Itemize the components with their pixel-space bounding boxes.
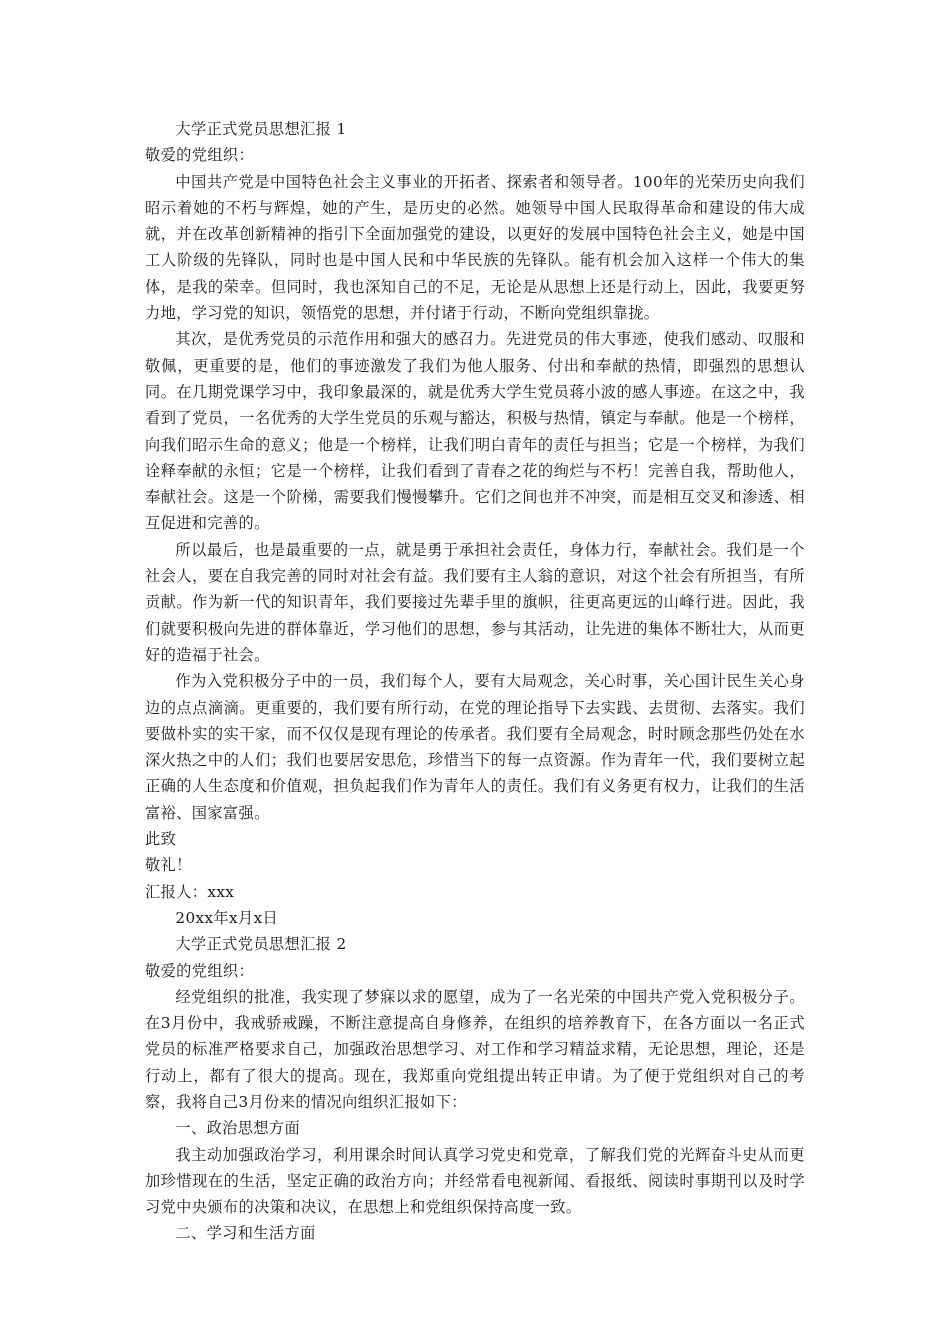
report-1-salutation: 敬爱的党组织： bbox=[145, 146, 255, 165]
report-2-section-text: 我主动加强政治学习，利用课余时间认真学习党史和党章，了解我们党的光辉奋斗史从而更加珍惜现在的生活，坚定正确的政治方向；并经常看电视新闻、看报纸、阅读时事期刊以及时学习党中央颁布的决策和决议，在思想上和党组织保持高度一致。 bbox=[145, 1145, 805, 1217]
document-page bbox=[145, 116, 805, 1247]
report-1-date: 20xx年x月x日 bbox=[175, 908, 279, 927]
report-1-paragraph: 作为入党积极分子中的一员，我们每个人，要有大局观念，关心时事，关心国计民生关心身边的点点滴滴。更重要的，我们要有所行动，在党的理论指导下去实践、去贯彻、去落实。我们要做朴实的实干家，而不仅仅是现有理论的传承者。我们要有全局观念，时时顾念那些仍处在水深火热之中的人们；我们也要居安思危，珍惜当下的每一点资源。作为青年一代，我们要树立起正确的人生态度和价值观，担负起我们作为青年人的责任。我们有义务更有权力，让我们的生活富裕、国家富强。 bbox=[145, 672, 805, 822]
report-2-paragraph: 经党组织的批准，我实现了梦寐以求的愿望，成为了一名光荣的中国共产党入党积极分子。在3月份中，我戒骄戒躁，不断注意提高自身修养，在组织的培养教育下，在各方面以一名正式党员的标准严格要求自己，加强政治思想学习、对工作和学习精益求精，无论思想，理论，还是行动上，都有了很大的提高。现在，我郑重向党组提出转正申请。为了便于党组织对自己的考察，我将自己3月份来的情况向组织汇报如下： bbox=[145, 987, 805, 1111]
report-1-regards: 敬礼！ bbox=[145, 856, 192, 875]
report-1-paragraph: 其次，是优秀党员的示范作用和强大的感召力。先进党员的伟大事迹，使我们感动、叹服和敬佩，更重要的是，他们的事迹激发了我们为他人服务、付出和奉献的热情，即强烈的思想认同。在几期党课学习中，我印象最深的，就是优秀大学生党员蒋小波的感人事迹。在这之中，我看到了党员，一名优秀的大学生党员的乐观与豁达，积极与热情，镇定与奉献。他是一个榜样，向我们昭示生命的意义；他是一个榜样，让我们明白青年的责任与担当；它是一个榜样，为我们诠释奉献的永恒；它是一个榜样，让我们看到了青春之花的绚烂与不朽！完善自我，帮助他人，奉献社会。这是一个阶梯，需要我们慢慢攀升。它们之间也并不冲突，而是相互交叉和渗透、相互促进和完善的。 bbox=[145, 330, 805, 533]
report-2-salutation: 敬爱的党组织： bbox=[145, 961, 255, 980]
report-1-closing: 此致 bbox=[145, 830, 177, 849]
report-1-reporter: 汇报人：xxx bbox=[145, 882, 235, 901]
report-1-paragraph: 所以最后，也是最重要的一点，就是勇于承担社会责任，身体力行，奉献社会。我们是一个社会人，要在自我完善的同时对社会有益。我们要有主人翁的意识，对这个社会有所担当，有所贡献。作为新一代的知识青年，我们要接过先辈手里的旗帜，往更高更远的山峰行进。因此，我们就要积极向先进的群体靠近，学习他们的思想，参与其活动，让先进的集体不断壮大，从而更好的造福于社会。 bbox=[145, 540, 805, 664]
report-2-section-heading: 二、学习和生活方面 bbox=[175, 1224, 316, 1243]
report-1-paragraph: 中国共产党是中国特色社会主义事业的开拓者、探索者和领导者。100年的光荣历史向我们昭示着她的不朽与辉煌，她的产生，是历史的必然。她领导中国人民取得革命和建设的伟大成就，并在改革创新精神的指引下全面加强党的建设，以更好的发展中国特色社会主义，她是中国工人阶级的先锋队，同时也是中国人民和中华民族的先锋队。能有机会加入这样一个伟大的集体，是我的荣幸。但同时，我也深知自己的不足，无论是从思想上还是行动上，因此，我要更努力地，学习党的知识，领悟党的思想，并付诸于行动，不断向党组织靠拢。 bbox=[145, 172, 805, 323]
report-1-title: 大学正式党员思想汇报 1 bbox=[175, 120, 347, 138]
report-2-title: 大学正式党员思想汇报 2 bbox=[175, 935, 347, 954]
report-2-section-heading: 一、政治思想方面 bbox=[175, 1119, 301, 1138]
